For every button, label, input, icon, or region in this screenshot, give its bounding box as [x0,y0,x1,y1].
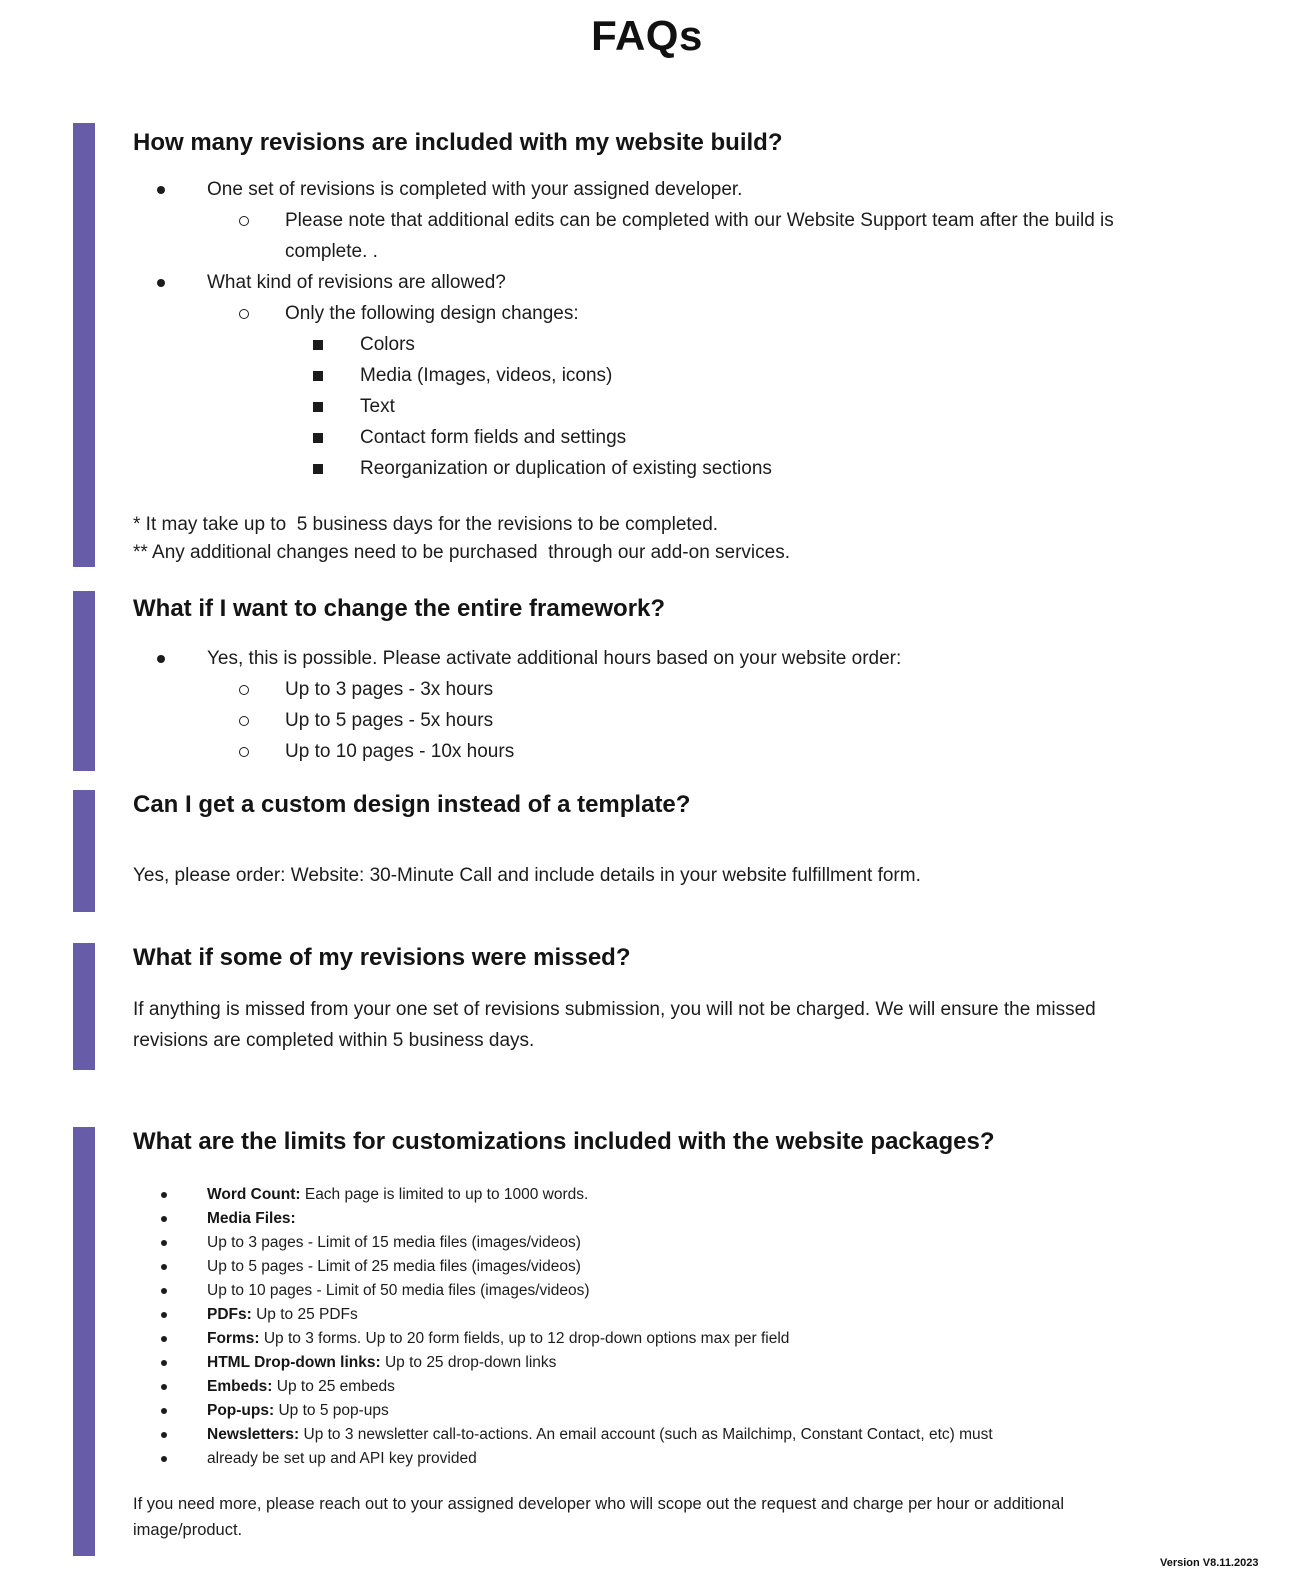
list-item-text: Media (Images, videos, icons) [360,365,613,386]
list-item [133,1183,1138,1207]
section-heading: How many revisions are included with my website build? [133,129,783,156]
limits-list [133,1183,1138,1471]
list-item [133,360,1138,391]
list-item-text: already be set up and API key provided [207,1450,477,1467]
bullet-disc-icon [157,186,165,194]
bullet-square-icon [313,402,323,412]
list-item-text: Up to 10 pages - 10x hours [285,741,515,762]
footnote: * It may take up to 5 business days for the revisions to be completed. [133,514,719,535]
list-item [133,1399,1138,1423]
bullet-disc-icon [161,1456,167,1462]
list-item [133,1279,1138,1303]
footnote: ** Any additional changes need to be purchased through our add-on services. [133,542,791,563]
faq-section-revisions-included [73,123,1206,567]
list-item-text: HTML Drop-down links: Up to 25 drop-down links [207,1354,557,1371]
list-item [133,1351,1138,1375]
list-item [133,422,1138,453]
list-item-text: Please note that additional edits can be completed with our Website Support team after the build is complete. . [285,210,1114,262]
list-item-text: Up to 5 pages - 5x hours [285,710,494,731]
bullet-disc-icon [161,1240,167,1246]
list-item [133,643,1138,674]
list-item [133,1231,1138,1255]
bullet-disc-icon [161,1360,167,1366]
list-item-text: Contact form fields and settings [360,427,627,448]
faq-section-custom-design [73,790,1206,912]
list-item-text: Media Files: [207,1210,296,1227]
bullet-disc-icon [161,1312,167,1318]
section-heading: What are the limits for customizations included with the website packages? [133,1128,995,1155]
list-item-text: Forms: Up to 3 forms. Up to 20 form fields, up to 12 drop-down options max per field [207,1330,790,1347]
list-item [133,674,1138,705]
bullet-disc-icon [161,1432,167,1438]
bullet-circle-icon [239,747,249,757]
list-item [133,267,1138,298]
list-item [133,1255,1138,1279]
footnotes [133,511,1206,567]
list-item-text: Only the following design changes: [285,303,579,324]
bullet-square-icon [313,464,323,474]
list-item-text: What kind of revisions are allowed? [207,272,506,293]
list-item-text: Colors [360,334,415,355]
list-item-text: Word Count: Each page is limited to up to 1000 words. [207,1186,589,1203]
list-item-text: Reorganization or duplication of existing sections [360,458,772,479]
list-item [133,329,1138,360]
bullet-disc-icon [161,1408,167,1414]
list-item-text: Newsletters: Up to 3 newsletter call-to-actions. An email account (such as Mailchimp, Constant Contact, etc) must [207,1426,993,1443]
framework-list [133,643,1138,767]
section-heading: What if I want to change the entire framework? [133,595,666,622]
list-item-text: Up to 3 pages - 3x hours [285,679,494,700]
section-heading: Can I get a custom design instead of a template? [133,791,691,818]
list-item [133,1375,1138,1399]
list-item [133,1423,1138,1447]
list-item-text: Yes, this is possible. Please activate additional hours based on your website order: [207,648,902,669]
bullet-square-icon [313,340,323,350]
bullet-square-icon [313,371,323,381]
list-item [133,736,1138,767]
section-paragraph: If you need more, please reach out to your assigned developer who will scope out the request and charge per hour or additional image/product. [133,1495,1065,1539]
bullet-disc-icon [161,1336,167,1342]
list-item-text: Up to 10 pages - Limit of 50 media files (images/videos) [207,1282,590,1299]
bullet-circle-icon [239,216,249,226]
list-item [133,705,1138,736]
list-item-text: Pop-ups: Up to 5 pop-ups [207,1402,389,1419]
list-item-text: Embeds: Up to 25 embeds [207,1378,395,1395]
section-paragraph: Yes, please order: Website: 30-Minute Call and include details in your website fulfillment form. [133,865,921,886]
list-item-text: One set of revisions is completed with your assigned developer. [207,179,743,200]
section-heading: What if some of my revisions were missed? [133,944,631,971]
list-item [133,1303,1138,1327]
list-item [133,391,1138,422]
list-item-text: PDFs: Up to 25 PDFs [207,1306,358,1323]
list-item [133,1207,1138,1231]
bullet-circle-icon [239,716,249,726]
list-item-text: Text [360,396,395,417]
bullet-disc-icon [161,1384,167,1390]
faq-section-change-framework [73,591,1206,771]
version-label: Version V8.11.2023 [1160,1557,1259,1569]
list-item [133,205,1138,267]
list-item [133,174,1138,205]
bullet-disc-icon [157,655,165,663]
bullet-square-icon [313,433,323,443]
list-item-text: Up to 5 pages - Limit of 25 media files (images/videos) [207,1258,581,1275]
bullet-disc-icon [161,1288,167,1294]
revision-list [133,174,1138,484]
bullet-circle-icon [239,309,249,319]
list-item [133,453,1138,484]
bullet-circle-icon [239,685,249,695]
page-title: FAQs [591,12,703,59]
bullet-disc-icon [161,1192,167,1198]
bullet-disc-icon [161,1216,167,1222]
list-item [133,298,1138,329]
faq-section-missed-revisions [73,943,1206,1070]
section-paragraph: If anything is missed from your one set of revisions submission, you will not be charged. We will ensure the missed revisions are completed within 5 business days. [133,999,1096,1051]
faq-section-customization-limits [73,1127,1206,1556]
bullet-disc-icon [161,1264,167,1270]
list-item [133,1327,1138,1351]
list-item-text: Up to 3 pages - Limit of 15 media files (images/videos) [207,1234,581,1251]
list-item [133,1447,1138,1471]
bullet-disc-icon [157,279,165,287]
